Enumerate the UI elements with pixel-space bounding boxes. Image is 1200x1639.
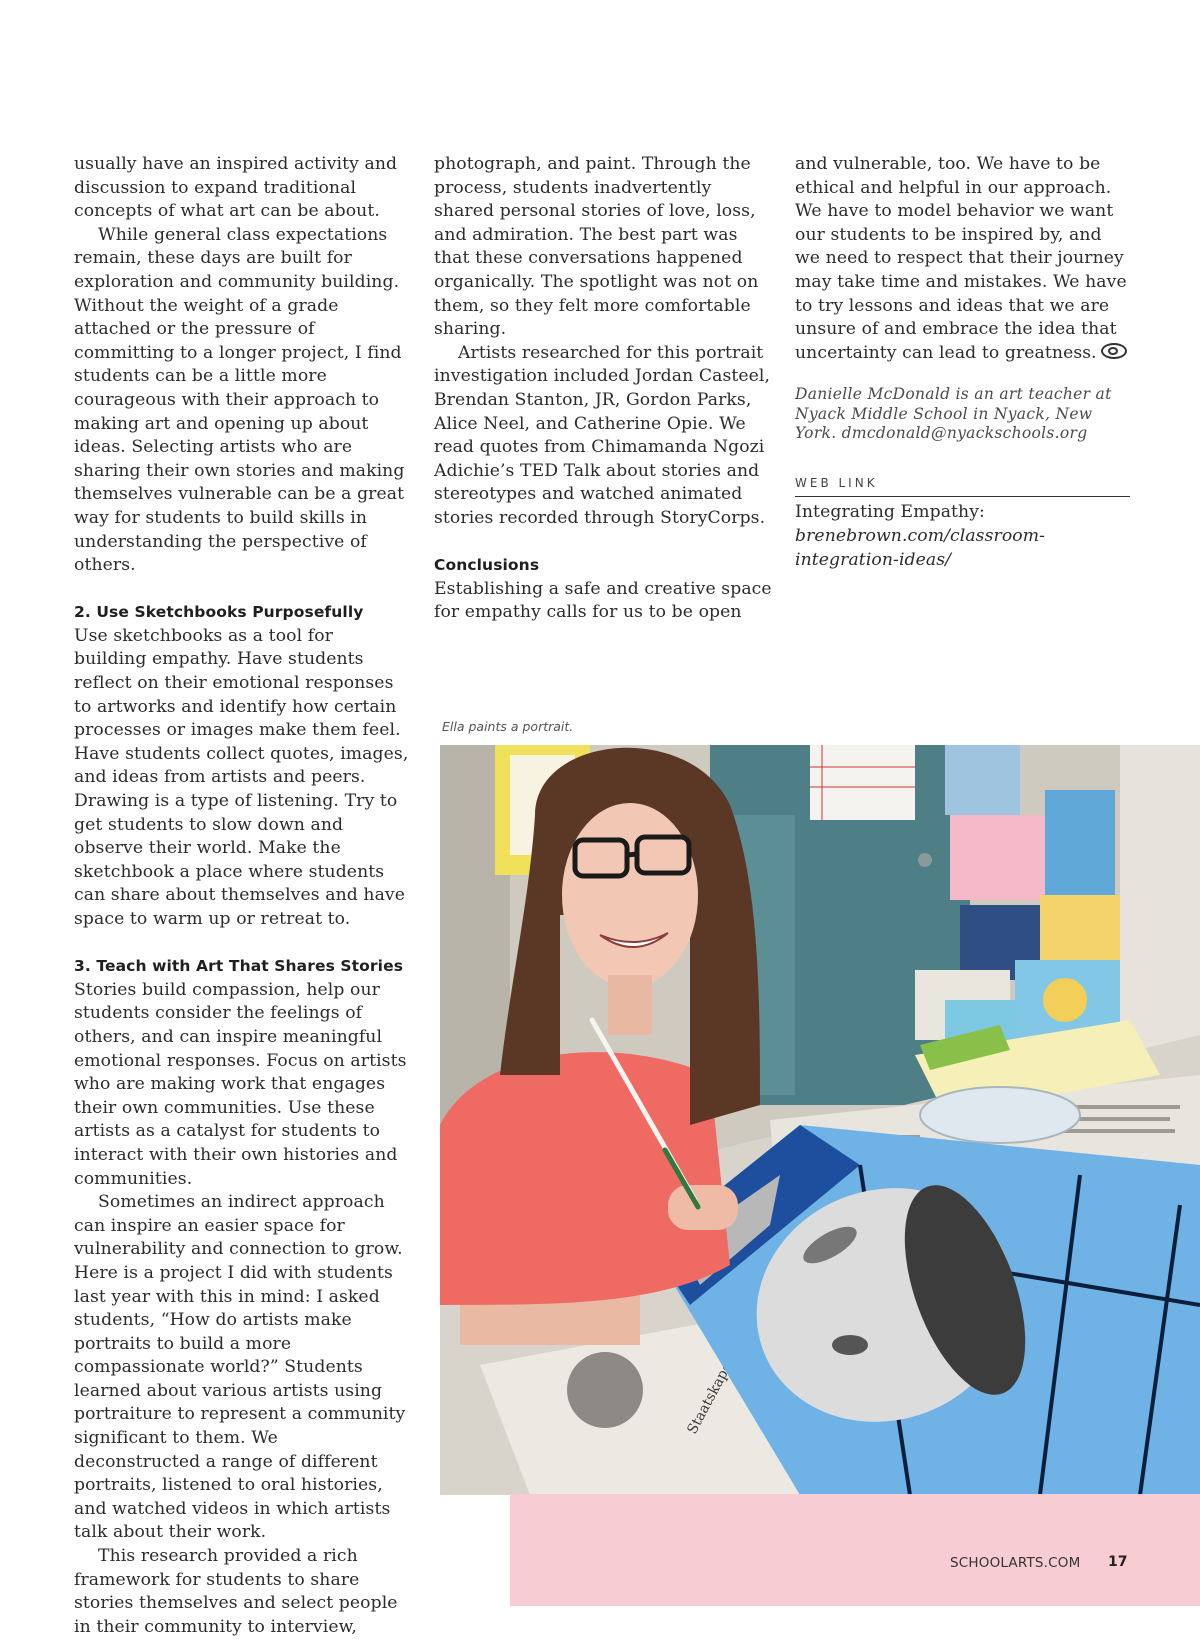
door-knob bbox=[918, 853, 932, 867]
web-link-url[interactable]: brenebrown.com/classroom-integration-ideas/ bbox=[795, 526, 1046, 570]
paragraph: While general class expectations remain, these days are built for exploration and community building. Without the weight of a grade attached or the pressure of committing to a longer project, I find students can be a little more courageous with their approach to making art and opening up about ideas. Selecting artists who are sharing their own stories and making themselves vulnerable can be a great way for students to build skills in understanding the perspective of others. bbox=[74, 224, 405, 576]
footer-site-name: SCHOOLARTS.COM bbox=[950, 1555, 1081, 1571]
box-sculpture bbox=[1045, 790, 1115, 905]
paragraph bbox=[795, 153, 1130, 365]
newspaper-photo bbox=[567, 1352, 643, 1428]
photo-illustration bbox=[440, 745, 1200, 1495]
article-column-1 bbox=[74, 153, 409, 1639]
section-heading-sketchbooks: 2. Use Sketchbooks Purposefully bbox=[74, 603, 364, 622]
article-column-2 bbox=[434, 153, 774, 625]
paint-palette bbox=[920, 1087, 1080, 1143]
article-column-3 bbox=[795, 153, 1130, 572]
paragraph: Establishing a safe and creative space for empathy calls for us to be open bbox=[434, 578, 772, 623]
page-number: 17 bbox=[1108, 1554, 1128, 1570]
student-painting-photo bbox=[440, 745, 1200, 1495]
box-sculpture bbox=[945, 745, 1020, 815]
section-heading-conclusions: Conclusions bbox=[434, 556, 540, 575]
author-bio: Danielle McDonald is an art teacher at Nyack Middle School in Nyack, New York. dmcdonald@nyackschools.org bbox=[795, 385, 1112, 443]
web-link-heading: WEB LINK bbox=[795, 472, 1130, 498]
photo-caption: Ella paints a portrait. bbox=[442, 719, 574, 734]
paragraph: This research provided a rich framework for students to share stories themselves and select people in their community to interview, bbox=[74, 1546, 398, 1637]
girl-shirt bbox=[440, 1052, 730, 1305]
paragraph: photograph, and paint. Through the process, students inadvertently shared personal stories of love, loss, and admiration. The best part was that these conversations happened organically. The spotlight was not on them, so they felt more comfortable sharing. bbox=[434, 154, 759, 340]
paragraph: Use sketchbooks as a tool for building empathy. Have students reflect on their emotional responses to artworks and identify how certain processes or images make them feel. Have students collect quotes, images, and ideas from artists and peers. Drawing is a type of listening. Try to get students to slow down and observe their world. Make the sketchbook a place where students can share about themselves and have space to warm up or retreat to. bbox=[74, 625, 409, 929]
girl-hand bbox=[668, 1185, 738, 1230]
schedule-sheet bbox=[810, 745, 915, 820]
paragraph-text: and vulnerable, too. We have to be ethical and helpful in our approach. We have to model behavior we want our students to be inspired by, and we need to respect that their journey may take time and mistakes. We have to try lessons and ideas that we are unsure of and embrace the idea that uncertainty can lead to greatness. bbox=[795, 154, 1127, 363]
paragraph: Stories build compassion, help our students consider the feelings of others, and can inspire meaningful emotional responses. Focus on artists who are making work that engages their own communities. Use these artists as a catalyst for students to interact with their own histories and communities. bbox=[74, 979, 407, 1189]
web-link-label: Integrating Empathy: bbox=[795, 502, 985, 523]
painted-eye bbox=[832, 1335, 868, 1355]
section-heading-stories: 3. Teach with Art That Shares Stories bbox=[74, 957, 404, 976]
box-sculpture bbox=[950, 815, 1045, 900]
paragraph: usually have an inspired activity and discussion to expand traditional concepts of what art can be about. bbox=[74, 154, 398, 222]
girl-face bbox=[562, 803, 698, 987]
box-sculpture bbox=[1040, 895, 1120, 970]
paragraph: Sometimes an indirect approach can inspire an easier space for vulnerability and connection to grow. Here is a project I did with students last year with this in mind: I asked students, “How do artists make portraits to build a more compassionate world?” Students learned about various artists using portraiture to represent a community significant to them. We deconstructed a range of different portraits, listened to oral histories, and watched videos in which artists talk about their work. bbox=[74, 1192, 406, 1543]
web-link bbox=[795, 501, 1130, 572]
footer-band bbox=[510, 1494, 1200, 1606]
cat-face bbox=[1043, 978, 1087, 1022]
girl-neck bbox=[608, 975, 652, 1035]
end-mark-icon bbox=[1101, 343, 1127, 359]
paragraph: Artists researched for this portrait investigation included Jordan Casteel, Brendan Stanton, JR, Gordon Parks, Alice Neel, and Catherine Opie. We read quotes from Chimamanda Ngozi Adichie’s TED Talk about stories and stereotypes and watched animated stories recorded through StoryCorps. bbox=[434, 342, 771, 528]
glasses-bridge bbox=[627, 854, 637, 855]
